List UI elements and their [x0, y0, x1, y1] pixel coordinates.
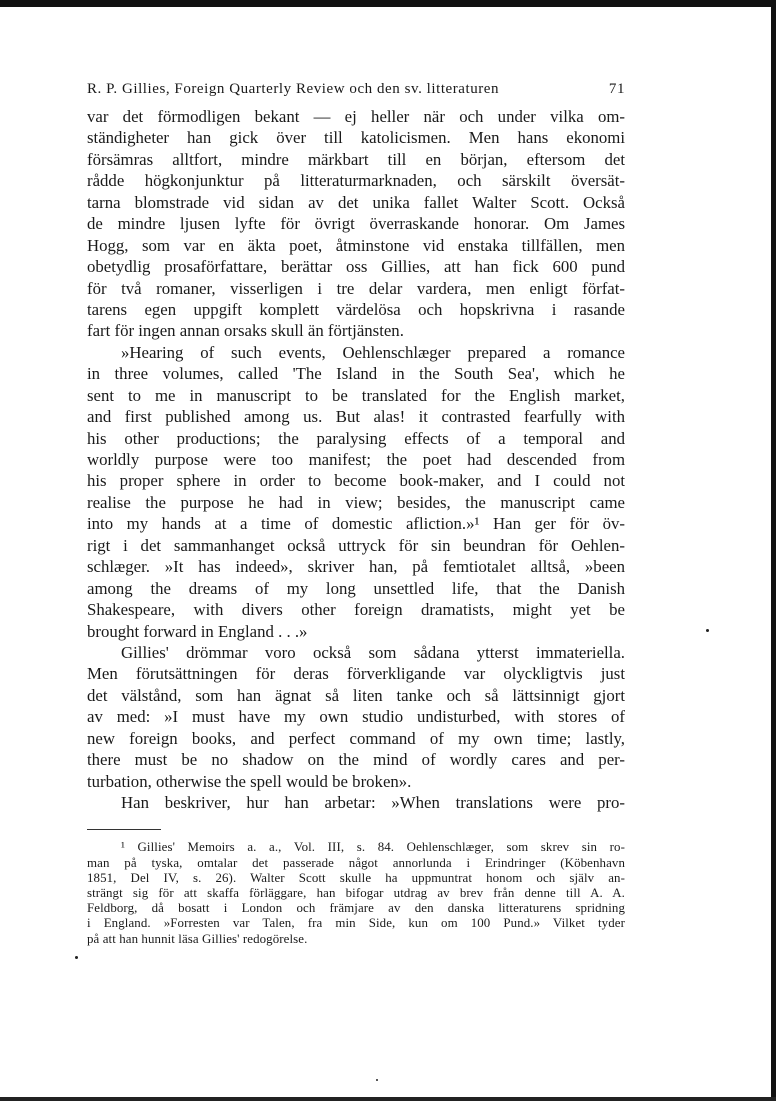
- body-line: among the dreams of my long unsettled life, that the Danish: [87, 578, 625, 598]
- scan-speck: [376, 1079, 378, 1081]
- footnote-line: strängt sig för att skaffa förläggare, han bifogar utdrag av brev från denne till A. A.: [87, 886, 625, 900]
- footnote-line: på att han hunnit läsa Gillies' redogörelse.: [87, 931, 308, 946]
- running-title: R. P. Gillies, Foreign Quarterly Review och den sv. litteraturen: [87, 81, 500, 97]
- scan-right-edge: [771, 0, 776, 1101]
- body-line: rådde högkonjunktur på litteraturmarknaden, och särskilt översät-: [87, 171, 625, 191]
- body-line: Han beskriver, hur han arbetar: »When translations were pro-: [121, 793, 625, 812]
- body-line: sent to me in manuscript to be translated for the English market,: [87, 385, 625, 405]
- body-line: Hogg, som var en äkta poet, åtminstone vid enstaka tillfällen, men: [87, 235, 625, 255]
- body-line: »Hearing of such events, Oehlenschlæger prepared a romance: [121, 342, 625, 362]
- body-line: av med: »I must have my own studio undisturbed, with stores of: [87, 707, 625, 727]
- body-line: rigt i det sammanhanget också uttryck för sin beundran för Oehlen-: [87, 535, 625, 555]
- body-line: Shakespeare, with divers other foreign dramatists, might yet be: [87, 600, 625, 620]
- page-number: 71: [608, 81, 625, 97]
- body-line: turbation, otherwise the spell would be broken».: [87, 771, 412, 791]
- footnote-line: Feldborg, då bosatt i London och främjare av den danska litteraturens spridning: [87, 901, 625, 916]
- scan-speck: [75, 956, 78, 959]
- body-line: fart för ingen annan orsaks skull än förtjänsten.: [87, 321, 404, 341]
- body-line: försämras alltfort, mindre märkbart till en början, eftersom det: [87, 149, 625, 169]
- body-line: into my hands at a time of domestic afliction.»¹ Han ger för öv-: [87, 514, 625, 534]
- body-line: there must be no shadow on the mind of wordly cares and per-: [87, 750, 625, 770]
- body-text: [87, 106, 625, 813]
- body-line: det välstånd, som han ägnat så liten tanke och så lättsinnigt gjort: [87, 685, 625, 705]
- body-line: new foreign books, and perfect command of my own time; lastly,: [87, 728, 625, 748]
- body-line: his other productions; the paralysing effects of a temporal and: [87, 428, 625, 448]
- body-line: ständigheter han gick över till katolicismen. Men hans ekonomi: [87, 128, 625, 148]
- footnote-line: 1851, Del IV, s. 26). Walter Scott skulle ha uppmuntrat honom och själv an-: [87, 870, 625, 885]
- scan-bottom-edge: [0, 1097, 776, 1101]
- footnote: [87, 840, 625, 946]
- body-line: in three volumes, called 'The Island in the South Sea', which he: [87, 364, 625, 384]
- body-line: his proper sphere in order to become book-maker, and I could not: [87, 471, 625, 491]
- footnote-divider: [87, 829, 161, 830]
- body-line: obetydlig prosaförfattare, berättar oss Gillies, att han fick 600 pund: [87, 257, 625, 277]
- book-page: [87, 76, 625, 947]
- scan-top-edge: [0, 0, 776, 7]
- body-line: brought forward in England . . .»: [87, 621, 308, 641]
- body-line: var det förmodligen bekant — ej heller när och under vilka om-: [87, 107, 625, 126]
- body-line: realise the purpose he had in view; besides, the manuscript came: [87, 492, 625, 512]
- body-line: för två romaner, visserligen i tre delar vardera, men enligt förfat-: [87, 278, 625, 298]
- body-line: tarna blomstrade vid sidan av det unika fallet Walter Scott. Också: [87, 192, 625, 212]
- body-line: Men förutsättningen för deras förverkligande var olyckligtvis just: [87, 664, 625, 684]
- body-line: de mindre ljusen lyfte för övrigt överraskande honorar. Om James: [87, 214, 625, 234]
- scan-speck: [706, 629, 709, 632]
- footnote-line: ¹ Gillies' Memoirs a. a., Vol. III, s. 84. Oehlenschlæger, som skrev sin ro-: [121, 840, 625, 855]
- body-line: and first published among us. But alas! it contrasted fearfully with: [87, 407, 625, 427]
- body-line: tarens egen uppgift komplett värdelösa och hopskrivna i rasande: [87, 299, 625, 319]
- body-line: Gillies' drömmar voro också som sådana ytterst immateriella.: [121, 642, 625, 662]
- footnote-line: man på tyska, omtalar det passerade något annorlunda i Erindringer (Köbenhavn: [87, 855, 625, 870]
- running-header: [87, 76, 625, 106]
- body-line: schlæger. »It has indeed», skriver han, på femtiotalet alltså, »been: [87, 557, 625, 577]
- body-line: worldly purpose were too manifest; the poet had descended from: [87, 450, 625, 469]
- footnote-line: i England. »Forresten var Talen, fra min Side, kun om 100 Pund.» Vilket tyder: [87, 916, 625, 931]
